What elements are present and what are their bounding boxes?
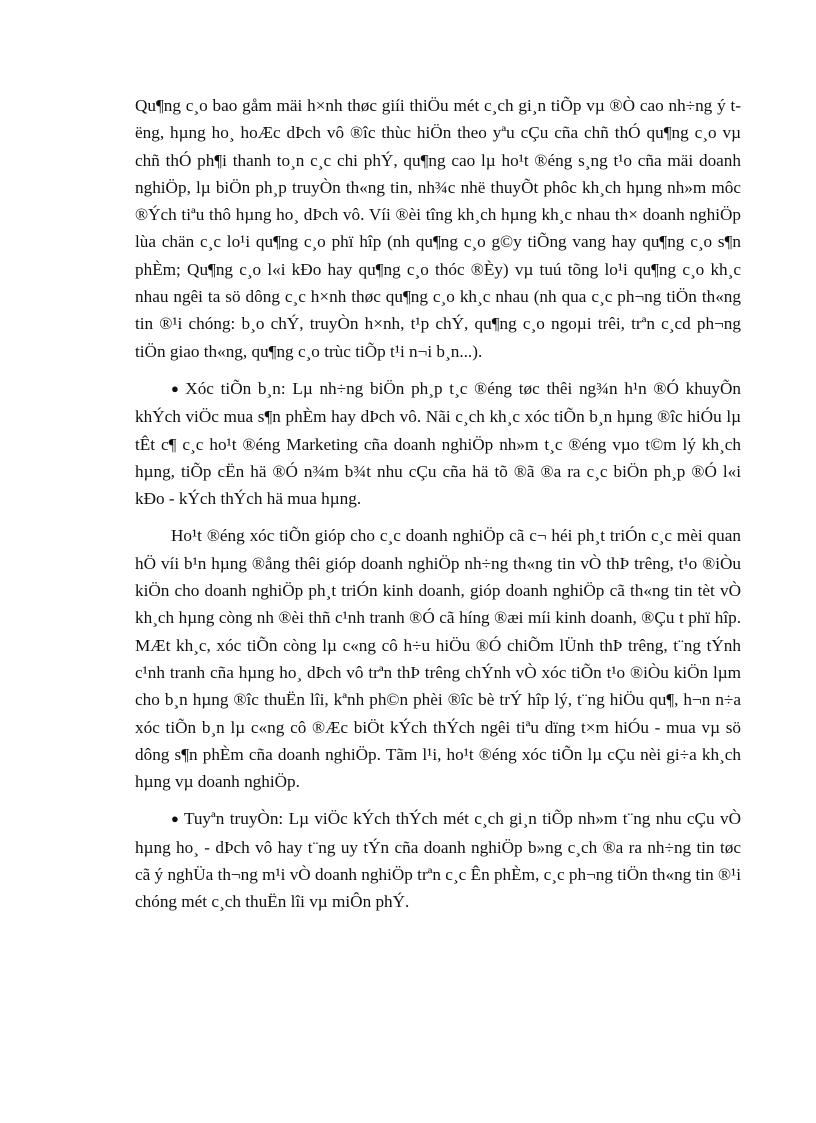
paragraph-advertising <box>135 92 741 365</box>
paragraph-text: Tuyªn truyÒn: Lµ viÖc kÝch thÝch mét c¸ch gi¸n tiÕp nh»m t¨ng nhu cÇu vÒ hµng ho¸ - dÞch vô hay t¨ng uy tÝn cña doanh nghiÖp b»ng c¸ch ®a ra nh÷ng tin tøc cã ý nghÜa th¬ng m¹i vÒ doanh nghiÖp trªn c¸c Ên phÈm, c¸c ph¬ng tiÖn th«ng tin ®¹i chóng mét c¸ch thuËn lîi vµ miÔn phÝ. <box>135 809 741 912</box>
paragraph-text: Ho¹t ®éng xóc tiÕn gióp cho c¸c doanh nghiÖp cã c¬ héi ph¸t triÓn c¸c mèi quan hÖ víi b¹n hµng ®ång thêi gióp doanh nghiÖp nh÷ng th«ng tin vÒ thÞ trêng, t¹o ®iÒu kiÖn cho doanh nghiÖp ph¸t triÓn kinh doanh, gióp doanh nghiÖp cã th«ng tin tèt vÒ kh¸ch hµng còng nh ®èi thñ c¹nh tranh ®Ó cã híng ®æi míi kinh doanh, ®Çu t phï hîp. MÆt kh¸c, xóc tiÕn còng lµ c«ng cô h÷u hiÖu ®Ó chiÕm lÜnh thÞ trêng, t¨ng tÝnh c¹nh tranh cña hµng ho¸ dÞch vô trªn thÞ trêng chÝnh vÒ xóc tiÕn t¹o ®iÒu kiÖn lµm cho b¸n hµng ®îc thuËn lîi, kªnh ph©n phèi ®îc bè trÝ hîp lý, t¨ng hiÖu qu¶, h¬n n÷a xóc tiÕn b¸n lµ c«ng cô ®Æc biÖt kÝch thÝch ngêi tiªu dïng t×m hiÓu - mua vµ sö dông s¶n phÈm cña doanh nghiÖp. Tãm l¹i, ho¹t ®éng xóc tiÕn lµ cÇu nèi gi÷a kh¸ch hµng vµ doanh nghiÖp. <box>135 526 741 792</box>
bullet-icon: ● <box>171 380 182 396</box>
paragraph-text: Qu¶ng c¸o bao gåm mäi h×nh thøc giíi thiÖu mét c¸ch gi¸n tiÕp vµ ®Ò cao nh÷ng ý tëng, hµng ho¸ hoÆc dÞch vô ®îc thùc hiÖn theo yªu cÇu cña chñ thÓ qu¶ng c¸o vµ chñ thÓ ph¶i thanh to¸n c¸c chi phÝ, qu¶ng cao lµ ho¹t ®éng s¸ng t¹o cña mäi doanh nghiÖp, lµ biÖn ph¸p truyÒn th«ng tin, nh¾c nhë thuyÕt phôc kh¸ch hµng nh»m môc ®Ých tiªu thô hµng ho¸ dÞch vô. Víi ®èi tîng kh¸ch hµng kh¸c nhau th× doanh nghiÖp lùa chän c¸c lo¹i qu¶ng c¸o phï hîp (nh qu¶ng c¸o g©y tiÕng vang hay qu¶ng c¸o s¶n phÈm; Qu¶ng c¸o l«i kÐo hay qu¶ng c¸o thóc ®Èy) vµ tuú tõng lo¹i qu¶ng c¸o kh¸c nhau ngêi ta sö dông c¸c h×nh thøc qu¶ng c¸o kh¸c nhau (nh qua c¸c ph¬ng tiÖn th«ng tin ®¹i chóng: b¸o chÝ, truyÒn h×nh, t¹p chÝ, qu¶ng c¸o ngoµi trêi, trªn c¸cd ph¬ng tiÖn giao th«ng, qu¶ng c¸o trùc tiÕp t¹i n¬i b¸n...). <box>135 96 741 361</box>
paragraph-sales-promotion <box>135 375 741 512</box>
paragraph-text: Xóc tiÕn b¸n: Lµ nh÷ng biÖn ph¸p t¸c ®éng tøc thêi ng¾n h¹n ®Ó khuyÕn khÝch viÖc mua s¶n phÈm hay dÞch vô. Nãi c¸ch kh¸c xóc tiÕn b¸n hµng ®îc hiÓu lµ tÊt c¶ c¸c ho¹t ®éng Marketing cña doanh nghiÖp nh»m t¸c ®éng vµo t©m lý kh¸ch hµng, tiÕp cËn hä ®Ó n¾m b¾t nhu cÇu cña hä tõ ®ã ®a ra c¸c biÖn ph¸p ®Ó l«i kÐo - kÝch thÝch hä mua hµng. <box>135 378 741 509</box>
paragraph-publicity <box>135 805 741 915</box>
bullet-icon: ● <box>171 811 180 827</box>
document-page <box>135 92 741 926</box>
paragraph-promotion-benefits <box>135 522 741 795</box>
